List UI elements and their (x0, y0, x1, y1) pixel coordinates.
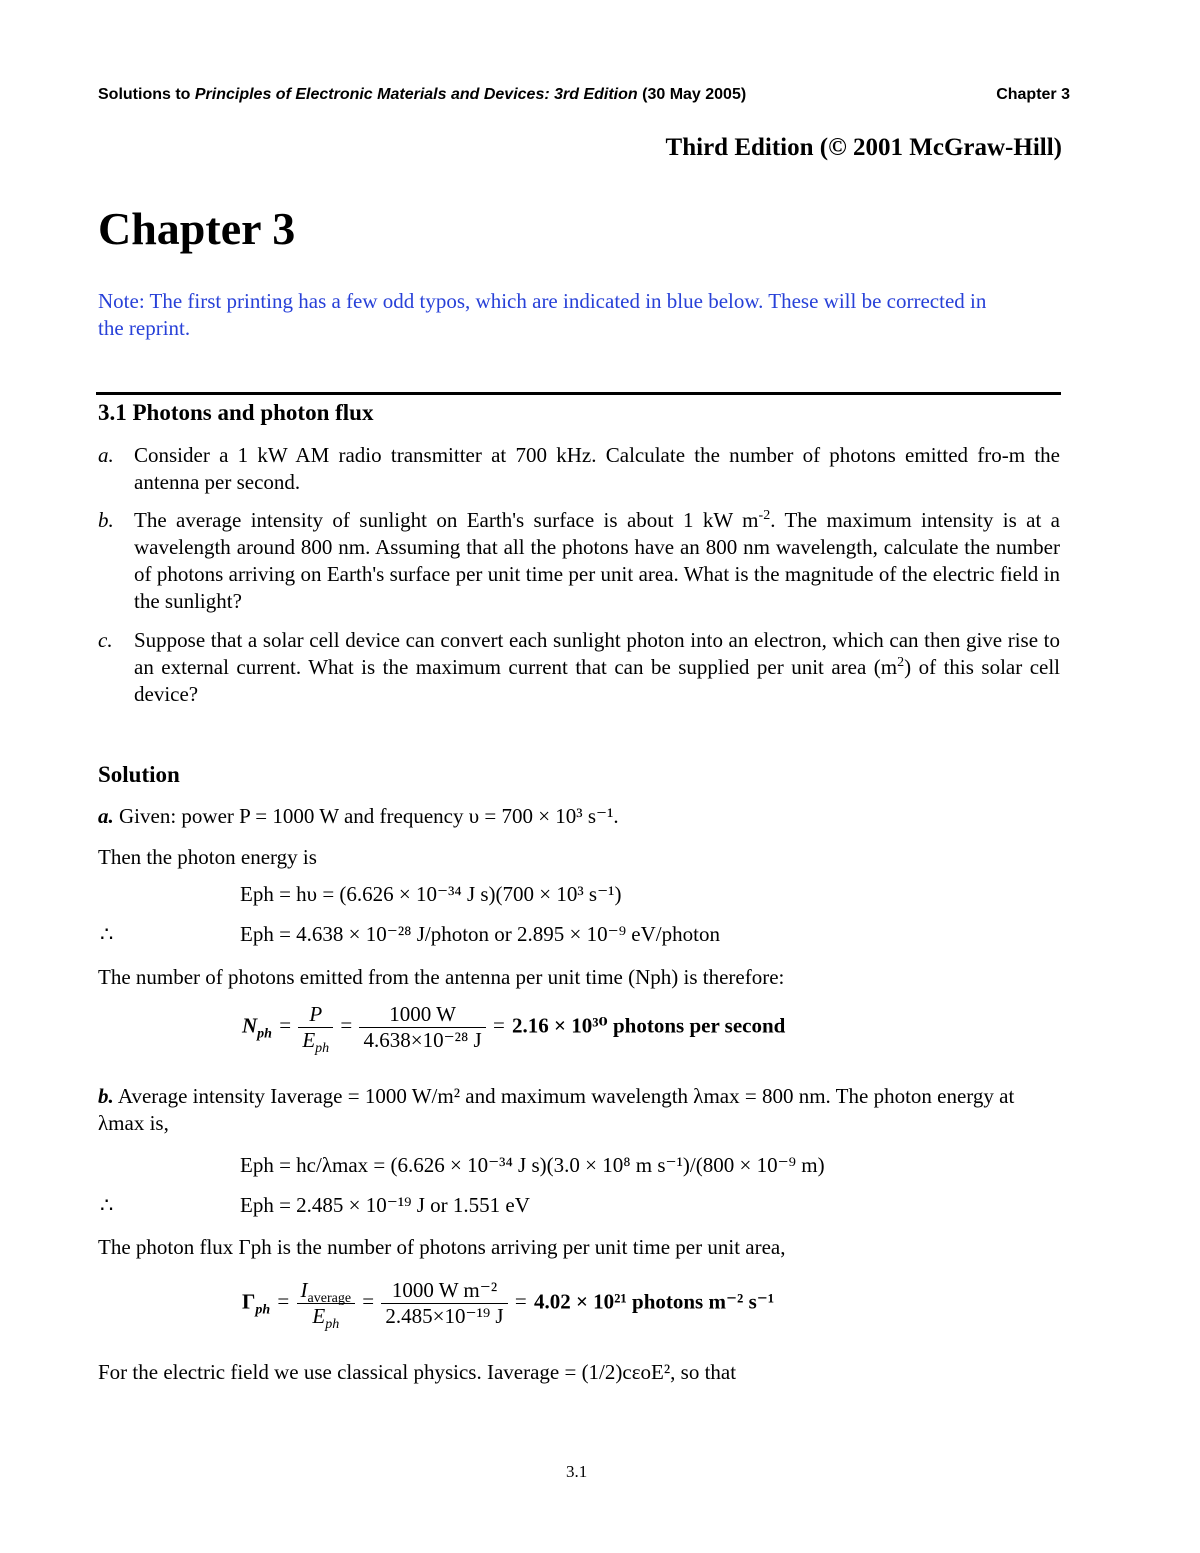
chapter-title: Chapter 3 (98, 203, 296, 254)
solution-label: b. (98, 1084, 114, 1108)
question-label: a. (98, 443, 114, 467)
fraction-p-over-eph: $\frac{P}{E_{ph}}$ (298, 1002, 333, 1053)
solution-a-given: a. Given: power P = 1000 W and frequency υ = 700 × 10³ s⁻¹. (98, 804, 619, 828)
nph-result: 2.16 × 10³⁰ photons per second (512, 1013, 786, 1038)
header-prefix: Solutions to (98, 86, 195, 103)
nph-intro: The number of photons emitted from the antenna per unit time (Nph) is therefore: (98, 965, 785, 989)
equation-eph-wavelength: Eph = hc/λmax = (6.626 × 10⁻³⁴ J s)(3.0 × 10⁸ m s⁻¹)/(800 × 10⁻⁹ m) (240, 1153, 825, 1177)
fraction-i-over-eph: $\frac{I_{average}}{E_{ph}}$ (297, 1278, 356, 1329)
question-label: b. (98, 508, 114, 532)
running-header (98, 86, 1070, 104)
solution-then: Then the photon energy is (98, 845, 317, 869)
flux-result: 4.02 × 10²¹ photons m⁻² s⁻¹ (533, 1289, 775, 1314)
efield-intro: For the electric field we use classical physics. Iaverage = (1/2)cεoE², so that (98, 1360, 737, 1384)
header-book-title: Principles of Electronic Materials and Devices: 3rd Edition (194, 86, 638, 103)
fraction-nph-values: $\frac{1000 W}{\text{4.638×10⁻²⁸ J}}$ (359, 1002, 485, 1053)
edition-line: Third Edition (© 2001 McGraw-Hill) (665, 134, 1062, 161)
question-text: The average intensity of sunlight on Earth's surface is about 1 kW $m^{-2}$. The maximum intensity is at a wavelength around 800 nm. Assuming that all the photons have an 800 nm wavelength, calculate the number of photons arriving on Earth's surface per unit time per unit area. What is the magnitude of the electric field in the sunlight? (134, 508, 1060, 613)
solution-b-intro: b. Average intensity Iaverage = 1000 W/m² and maximum wavelength λmax = 800 nm. The photon energy at λmax is, (98, 1084, 1015, 1135)
equation-eph-result: Eph = 2.485 × 10⁻¹⁹ J or 1.551 eV (240, 1193, 530, 1217)
page-number: 3.1 (566, 1462, 588, 1481)
equation-photon-flux: $\Gamma_{ph}$ = $\frac{I_{average}}{E_{ph}}$ = $\frac{\text{1000 W m⁻²}}{\text{2.485×10⁻¹⁹ J}}$ = 4.02 × 10²¹ photons m⁻² s⁻¹ (242, 1278, 775, 1333)
equation-photon-energy: Eph = hυ = (6.626 × 10⁻³⁴ J s)(700 × 10³ s⁻¹) (240, 882, 622, 906)
fraction-flux-values: $\frac{\text{1000 W m⁻²}}{\text{2.485×10⁻¹⁹ J}}$ (381, 1278, 507, 1329)
question-text: Suppose that a solar cell device can convert each sunlight photon into an electron, which can then give rise to an external current. What is the maximum current that can be supplied per unit area $(m^2)$ of this solar cell device? (134, 628, 1061, 706)
therefore-symbol: ∴ (100, 1193, 114, 1217)
solution-label: a. (98, 804, 114, 828)
question-label: c. (98, 628, 113, 652)
equation-nph: $N_{ph}$ = $\frac{P}{E_{ph}}$ = $\frac{1000 W}{\text{4.638×10⁻²⁸ J}}$ = 2.16 × 10³⁰ photons per second (242, 1002, 786, 1057)
header-date: (30 May 2005) (637, 86, 747, 103)
section-title: 3.1 Photons and photon flux (98, 400, 374, 425)
section-divider (96, 392, 1061, 395)
therefore-symbol: ∴ (100, 922, 114, 946)
question-text: Consider a 1 kW AM radio transmitter at 700 kHz. Calculate the number of photons emitted fro-m the antenna per second. (134, 443, 1060, 494)
flux-intro: The photon flux Γph is the number of photons arriving per unit time per unit area, (98, 1235, 786, 1259)
header-chapter: Chapter 3 (996, 86, 1070, 103)
equation-photon-energy-result: Eph = 4.638 × 10⁻²⁸ J/photon or 2.895 × 10⁻⁹ eV/photon (240, 922, 720, 946)
solution-title: Solution (98, 762, 180, 787)
typo-note: Note: The first printing has a few odd typos, which are indicated in blue below. These will be corrected in the reprint. (98, 289, 987, 340)
